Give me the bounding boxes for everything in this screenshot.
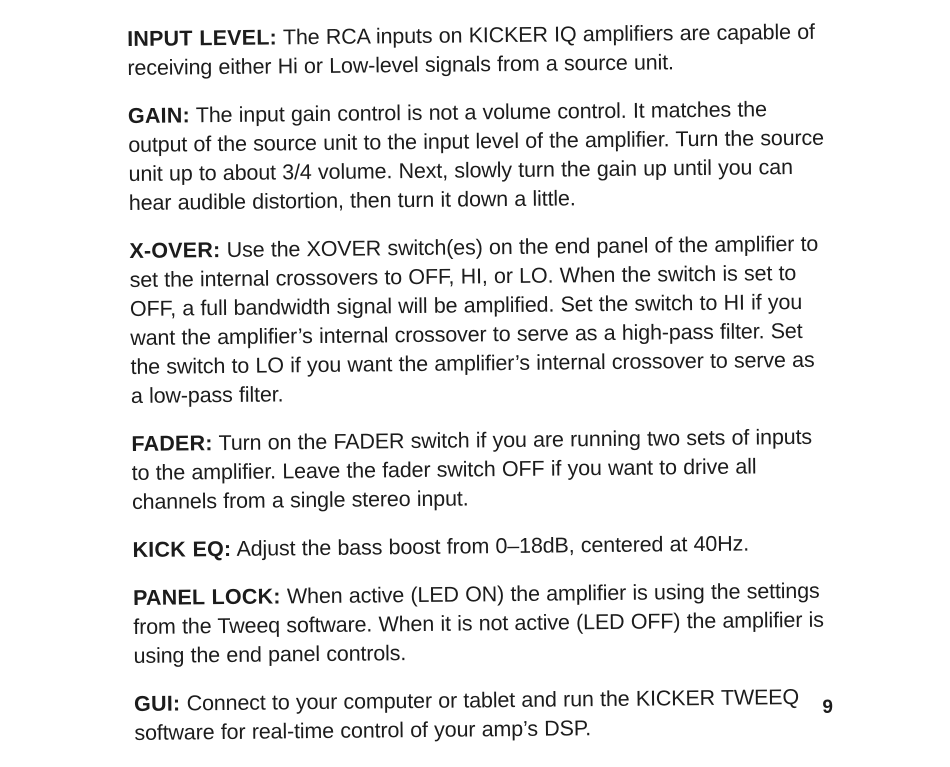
text-x-over: Use the XOVER switch(es) on the end panel of the amplifier to set the internal crossovers to OFF, HI, or LO. When the switch is set to OFF, a full bandwidth signal will be amplified. Set the switch to HI if you want the amplifier’s internal crossover to serve as a high-pass filter. Set the switch to LO if you want the amplifier’s internal crossover to serve as a low-pass filter. [129,231,819,408]
text-gui: Connect to your computer or tablet and run the KICKER TWEEQ software for real-time control of your amp’s DSP. [134,685,800,745]
text-gain: The input gain control is not a volume control. It matches the output of the source unit to the input level of the amplifier. Turn the source unit up to about 3/4 volume. Next, slowly turn the gain up until you can hear audible distortion, then turn it down a little. [128,97,825,215]
section-gui [134,683,835,748]
section-fader [131,423,832,517]
term-x-over: X-OVER: [129,238,221,263]
section-panel-lock [133,577,834,671]
section-kick-eq [132,529,832,565]
term-kick-eq: KICK EQ: [132,536,232,562]
section-x-over [129,230,831,411]
term-input-level: INPUT LEVEL: [127,25,278,51]
section-gain [128,95,829,218]
section-input-level [127,18,828,83]
term-panel-lock: PANEL LOCK: [132,584,281,610]
page-number: 9 [822,697,833,718]
term-gain: GAIN: [127,103,190,128]
term-gui: GUI: [133,691,181,716]
text-kick-eq: Adjust the bass boost from 0–18dB, centered at 40Hz. [236,531,750,561]
text-panel-lock: When active (LED ON) the amplifier is using the settings from the Tweeq software. When it is not active (LED OFF) the amplifier is using the end panel controls. [133,578,824,668]
term-fader: FADER: [131,431,213,456]
text-input-level: The RCA inputs on KICKER IQ amplifiers are capable of receiving either Hi or Low-level signals from a source unit. [127,19,815,80]
text-fader: Turn on the FADER switch if you are running two sets of inputs to the amplifier. Leave the fader switch OFF if you want to drive all channels from a single stereo input. [131,424,813,514]
manual-content [127,18,835,767]
